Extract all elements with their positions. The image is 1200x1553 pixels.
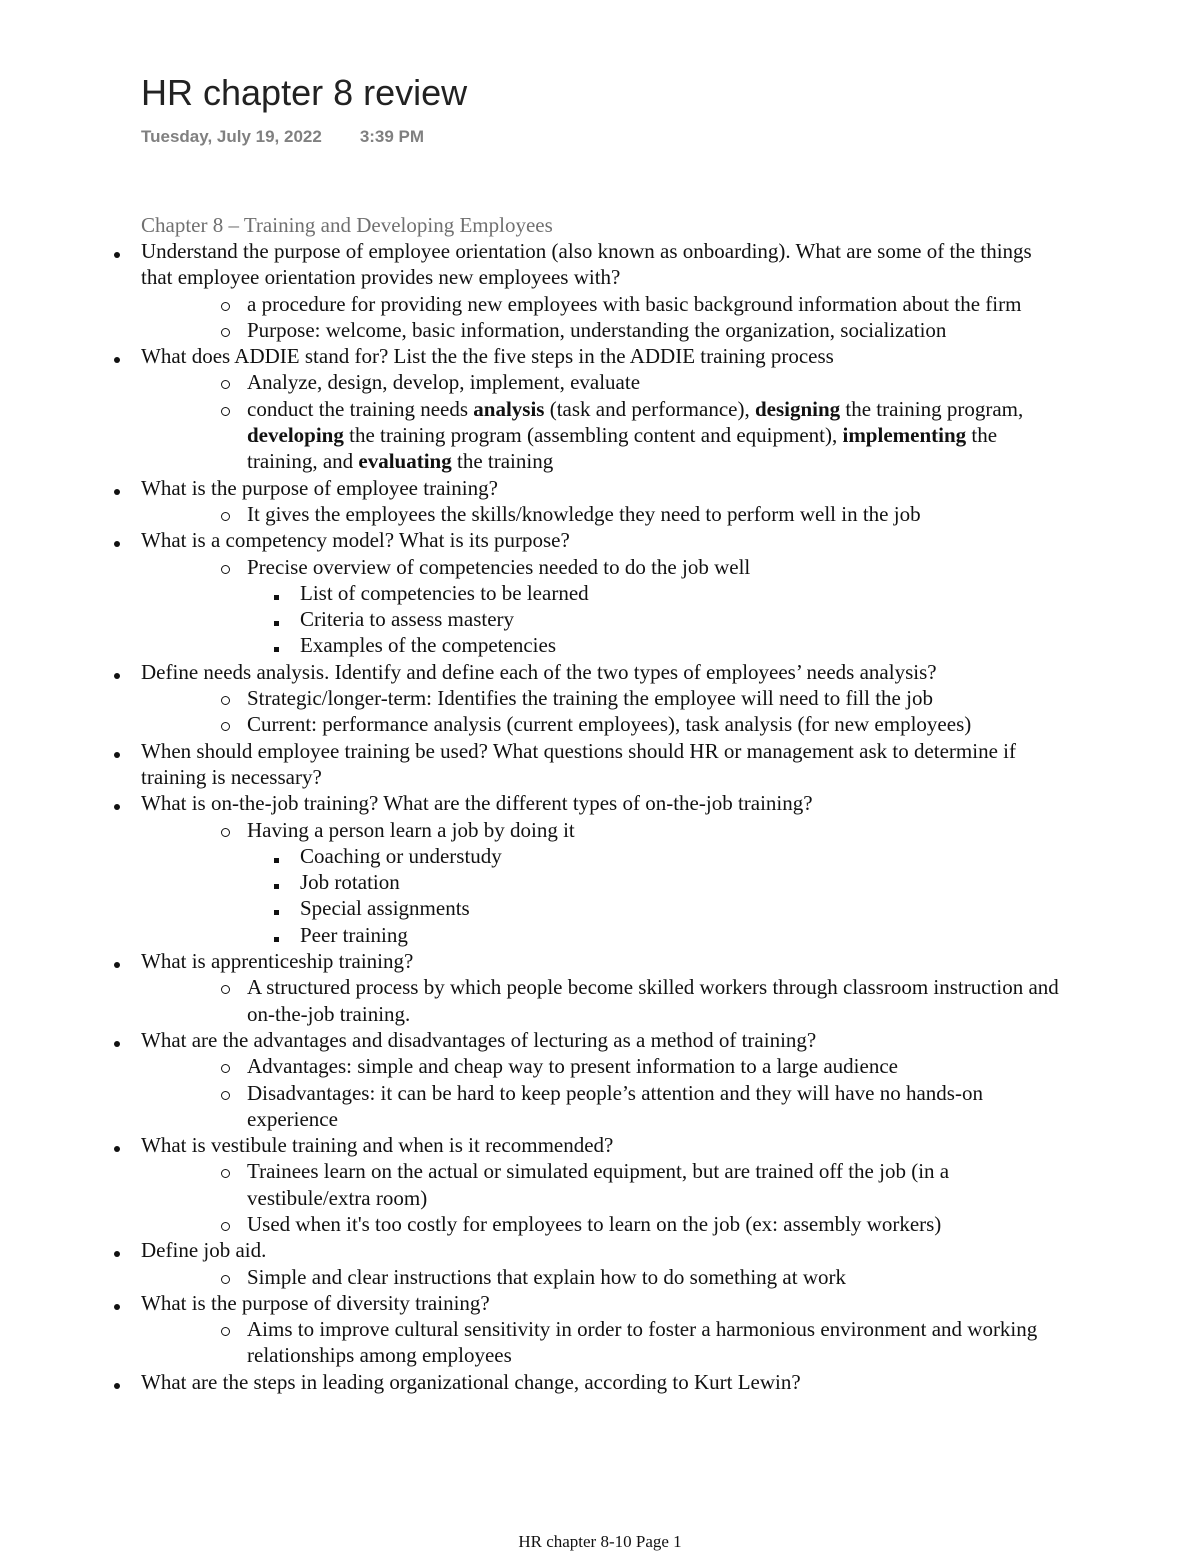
hollow-bullet-icon [221,1316,230,1342]
list-item: What is on-the-job training? What are the different types of on-the-job training? [141,790,1061,816]
list-item: Peer training [141,922,1061,948]
square-bullet-icon [274,843,279,869]
bullet-icon [114,1369,120,1395]
hollow-bullet-icon [221,501,230,527]
list-item: List of competencies to be learned [141,580,1061,606]
bullet-icon [114,475,120,501]
bullet-icon [114,527,120,553]
hollow-bullet-icon [221,1211,230,1237]
list-item: Current: performance analysis (current employees), task analysis (for new employees) [141,711,1061,737]
list-item: What does ADDIE stand for? List the the five steps in the ADDIE training process [141,343,1061,369]
list-item: What is the purpose of diversity training? [141,1290,1061,1316]
list-item: a procedure for providing new employees with basic background information about the firm [141,291,1061,317]
page-footer: HR chapter 8-10 Page 1 [518,1532,682,1551]
hollow-bullet-icon [221,1080,230,1106]
list-item: What are the advantages and disadvantages of lecturing as a method of training? [141,1027,1061,1053]
list-item: Disadvantages: it can be hard to keep people’s attention and they will have no hands-on experience [141,1080,1061,1133]
list-item: Precise overview of competencies needed to do the job well [141,554,1061,580]
list-item: Define needs analysis. Identify and define each of the two types of employees’ needs analysis? [141,659,1061,685]
list-item: Coaching or understudy [141,843,1061,869]
page-title: HR chapter 8 review [141,72,468,113]
square-bullet-icon [274,895,279,921]
hollow-bullet-icon [221,317,230,343]
bullet-icon [114,1290,120,1316]
bullet-icon [114,1132,120,1158]
bullet-icon [114,948,120,974]
list-item: Simple and clear instructions that explain how to do something at work [141,1264,1061,1290]
list-item: Purpose: welcome, basic information, understanding the organization, socialization [141,317,1061,343]
bullet-icon [114,790,120,816]
bullet-icon [114,1027,120,1053]
list-item: When should employee training be used? What questions should HR or management ask to determine if training is necessary? [141,738,1061,791]
list-item: Trainees learn on the actual or simulated equipment, but are trained off the job (in a vestibule/extra room) [141,1158,1061,1211]
list-item: What is vestibule training and when is it recommended? [141,1132,1061,1158]
list-item: Define job aid. [141,1237,1061,1263]
list-item: What is apprenticeship training? [141,948,1061,974]
list-item: Special assignments [141,895,1061,921]
list-item: Used when it's too costly for employees to learn on the job (ex: assembly workers) [141,1211,1061,1237]
hollow-bullet-icon [221,974,230,1000]
square-bullet-icon [274,580,279,606]
hollow-bullet-icon [221,554,230,580]
list-item: conduct the training needs analysis (task and performance), designing the training program, developing the training program (assembling content and equipment), implementing the training, and evaluating the training [141,396,1061,475]
list-item: Advantages: simple and cheap way to present information to a large audience [141,1053,1061,1079]
square-bullet-icon [274,632,279,658]
bullet-icon [114,238,120,264]
bullet-icon [114,738,120,764]
list-item: A structured process by which people become skilled workers through classroom instruction and on-the-job training. [141,974,1061,1027]
hollow-bullet-icon [221,1264,230,1290]
list-item: What are the steps in leading organizational change, according to Kurt Lewin? [141,1369,1061,1395]
bullet-icon [114,1237,120,1263]
square-bullet-icon [274,869,279,895]
hollow-bullet-icon [221,817,230,843]
list-item: Examples of the competencies [141,632,1061,658]
square-bullet-icon [274,606,279,632]
list-item: What is the purpose of employee training? [141,475,1061,501]
list-item: Analyze, design, develop, implement, evaluate [141,369,1061,395]
bullet-icon [114,343,120,369]
list-item: Job rotation [141,869,1061,895]
hollow-bullet-icon [221,685,230,711]
list-item: Understand the purpose of employee orientation (also known as onboarding). What are some of the things that employee orientation provides new employees with? [141,238,1061,291]
outline-list [141,238,1061,1395]
note-date: Tuesday, July 19, 2022 [141,127,322,146]
chapter-heading: Chapter 8 – Training and Developing Employees [141,213,553,237]
note-time: 3:39 PM [359,127,425,146]
hollow-bullet-icon [221,291,230,317]
list-item: Having a person learn a job by doing it [141,817,1061,843]
list-item: Aims to improve cultural sensitivity in order to foster a harmonious environment and working relationships among employees [141,1316,1061,1369]
hollow-bullet-icon [221,396,230,422]
hollow-bullet-icon [221,1158,230,1184]
hollow-bullet-icon [221,369,230,395]
hollow-bullet-icon [221,1053,230,1079]
bullet-icon [114,659,120,685]
note-datetime [141,127,424,147]
list-item: Strategic/longer-term: Identifies the training the employee will need to fill the job [141,685,1061,711]
list-item: It gives the employees the skills/knowledge they need to perform well in the job [141,501,1061,527]
square-bullet-icon [274,922,279,948]
list-item: Criteria to assess mastery [141,606,1061,632]
hollow-bullet-icon [221,711,230,737]
list-item: What is a competency model? What is its purpose? [141,527,1061,553]
